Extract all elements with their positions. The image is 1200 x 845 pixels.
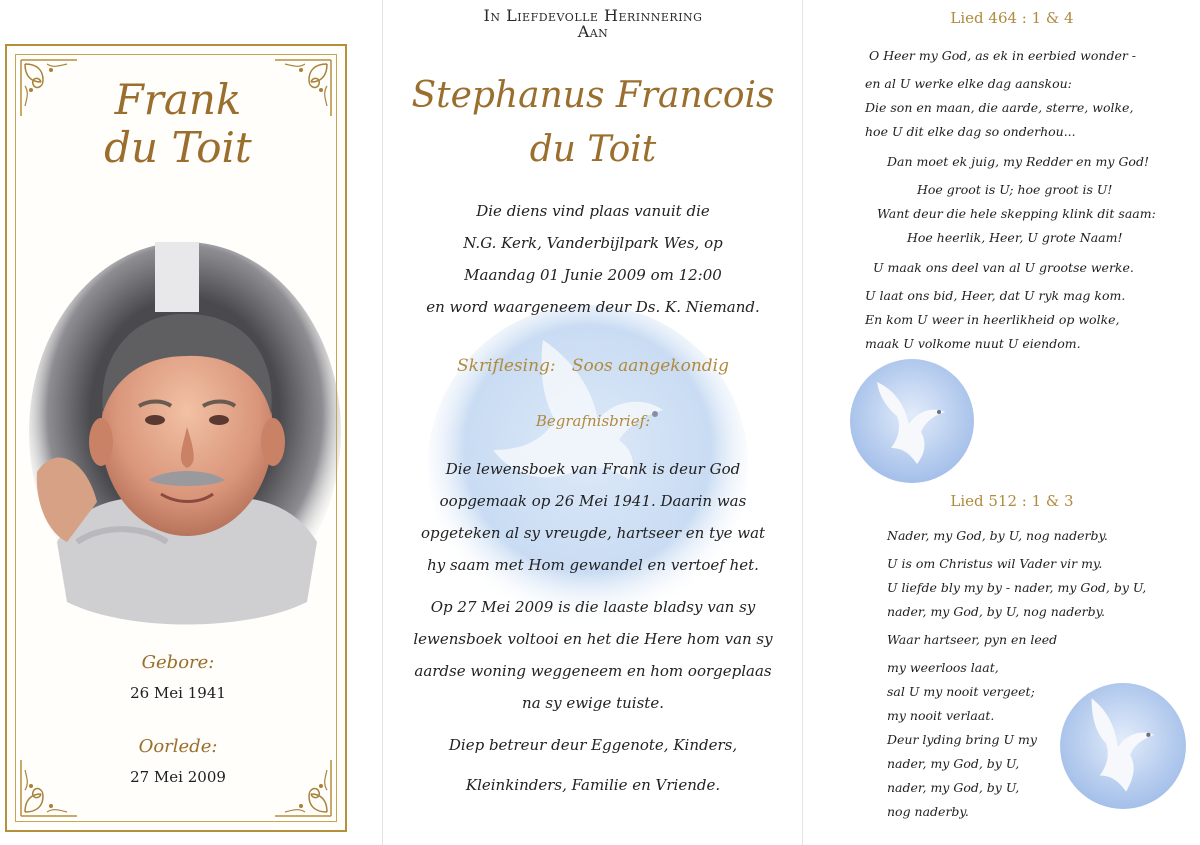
- hymn-464-line: Want deur die hele skepping klink dit saam:: [877, 206, 1156, 221]
- obituary-line: oopgemaak op 26 Mei 1941. Daarin was: [439, 492, 747, 510]
- mourners-line: Diep betreur deur Eggenote, Kinders,: [448, 736, 738, 754]
- hymn-512-line: nader, my God, by U,: [887, 780, 1020, 795]
- full-name-line2: du Toit: [529, 129, 657, 170]
- hymn-512-line: U liefde bly my by - nader, my God, by U,: [887, 580, 1147, 595]
- hymn-464-title: Lied 464 : 1 & 4: [950, 9, 1074, 27]
- hymn-464-line: Dan moet ek juig, my Redder en my God!: [887, 154, 1149, 169]
- obituary-line: lewensboek voltooi en het die Here hom van sy: [413, 630, 773, 648]
- born-date: 26 Mei 1941: [130, 684, 226, 702]
- hymn-464-line: U laat ons bid, Heer, dat U ryk mag kom.: [865, 288, 1126, 303]
- obituary-line: hy saam met Hom gewandel en vertoef het.: [427, 556, 759, 574]
- hymn-464-line: maak U volkome nuut U eiendom.: [865, 336, 1081, 351]
- full-name-line1: Stephanus Francois: [411, 75, 775, 116]
- died-date: 27 Mei 2009: [130, 768, 226, 786]
- hymn-512-line: nader, my God, by U,: [887, 756, 1020, 771]
- scripture-reading: [383, 356, 803, 376]
- hymn-512-line: nader, my God, by U, nog naderby.: [887, 604, 1105, 619]
- cover-surname: du Toit: [104, 123, 252, 172]
- hymn-464-line: Die son en maan, die aarde, sterre, wolke,: [865, 100, 1134, 115]
- obituary-line: na sy ewige tuiste.: [522, 694, 664, 712]
- mourners-line: Kleinkinders, Familie en Vriende.: [465, 776, 721, 794]
- hymn-464-line: Hoe heerlik, Heer, U grote Naam!: [907, 230, 1123, 245]
- obituary-heading: Begrafnisbrief:: [535, 412, 651, 430]
- dove-oval-icon: [1057, 680, 1189, 812]
- cover-panel: [0, 0, 382, 845]
- obituary-line: Die lewensboek van Frank is deur God: [445, 460, 741, 478]
- died-label: Oorlede:: [138, 736, 218, 757]
- hymns-panel: [802, 0, 1200, 845]
- hymn-512-line: sal U my nooit vergeet;: [887, 684, 1035, 699]
- ornament-corner-icon: [17, 56, 81, 120]
- hymn-464-line: hoe U dit elke dag so onderhou...: [865, 124, 1076, 139]
- obituary-line: opgeteken al sy vreugde, hartseer en tye wat: [420, 524, 766, 542]
- memorial-heading: In Liefdevolle Herinnering: [483, 6, 703, 25]
- born-label: Gebore:: [141, 652, 215, 673]
- hymn-512-line: nog naderby.: [887, 804, 969, 819]
- hymn-464-line: en al U werke elke dag aanskou:: [865, 76, 1072, 91]
- dove-oval-icon: [847, 356, 977, 486]
- obituary-line: aardse woning weggeneem en hom oorgeplaas: [414, 662, 772, 680]
- service-line: Maandag 01 Junie 2009 om 12:00: [464, 266, 722, 284]
- hymn-512-title: Lied 512 : 1 & 3: [950, 492, 1074, 510]
- service-line: N.G. Kerk, Vanderbijlpark Wes, op: [463, 234, 723, 252]
- hymn-512-line: Nader, my God, by U, nog naderby.: [887, 528, 1108, 543]
- hymn-464-line: En kom U weer in heerlikheid op wolke,: [865, 312, 1120, 327]
- hymn-464-line: Hoe groot is U; hoe groot is U!: [917, 182, 1113, 197]
- scripture-label: Skriflesing:: [457, 356, 556, 376]
- service-line: Die diens vind plaas vanuit die: [476, 202, 710, 220]
- hymn-464-line: U maak ons deel van al U grootse werke.: [873, 260, 1134, 275]
- hymn-464-line: O Heer my God, as ek in eerbied wonder -: [869, 48, 1137, 63]
- memorial-heading-aan: Aan: [577, 22, 609, 41]
- hymn-512-line: my weerloos laat,: [887, 660, 999, 675]
- service-panel: [382, 0, 802, 845]
- ornament-corner-icon: [271, 56, 335, 120]
- hymn-512-line: U is om Christus wil Vader vir my.: [887, 556, 1103, 571]
- cover-card: [5, 44, 347, 832]
- service-line: en word waargeneem deur Ds. K. Niemand.: [426, 298, 760, 316]
- hymn-512-line: Deur lyding bring U my: [887, 732, 1037, 747]
- portrait-photo: [27, 242, 343, 632]
- obituary-line: Op 27 Mei 2009 is die laaste bladsy van sy: [430, 598, 756, 616]
- scripture-value: Soos aangekondig: [571, 356, 729, 376]
- ornament-corner-icon: [17, 756, 81, 820]
- hymn-512-line: Waar hartseer, pyn en leed: [887, 632, 1058, 647]
- cover-first-name: Frank: [114, 75, 242, 124]
- ornament-corner-icon: [271, 756, 335, 820]
- hymn-512-line: my nooit verlaat.: [887, 708, 995, 723]
